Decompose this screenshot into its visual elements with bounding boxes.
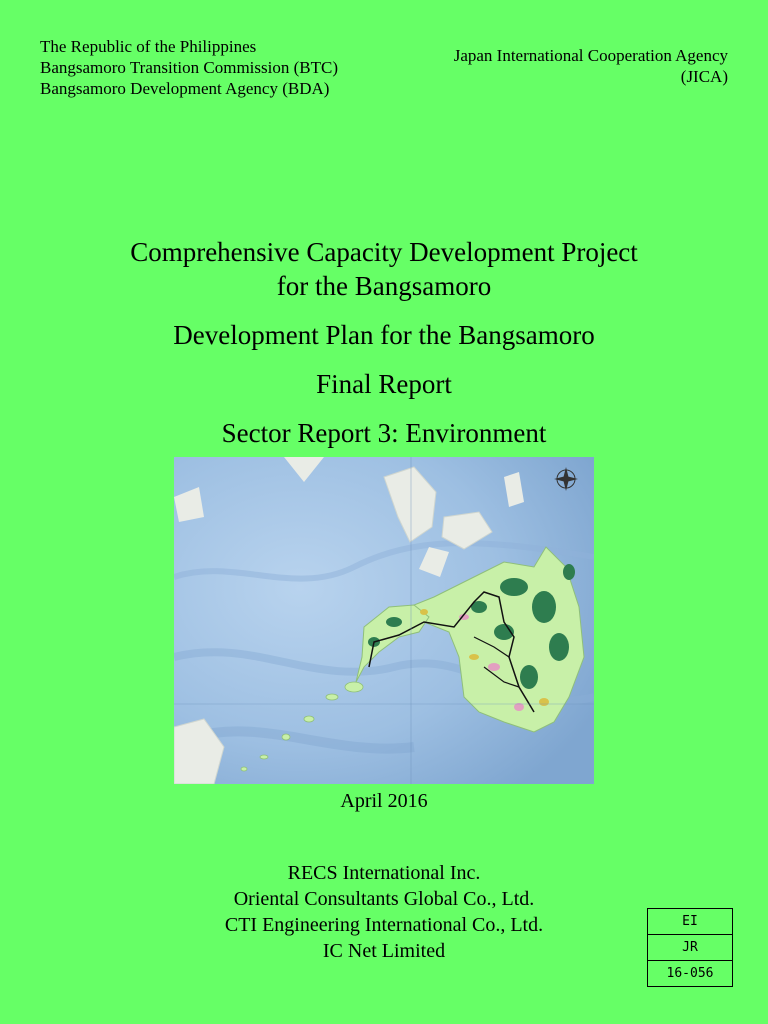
project-title-line-2: for the Bangsamoro xyxy=(276,271,492,301)
agency-abbr: (JICA) xyxy=(680,67,728,86)
mindanao-map xyxy=(174,457,594,784)
report-type: Final Report xyxy=(316,369,452,399)
code-row-ei: EI xyxy=(648,909,732,935)
code-row-jr: JR xyxy=(648,935,732,961)
agency-block xyxy=(454,45,728,87)
sector-report-title: Sector Report 3: Environment xyxy=(221,418,547,448)
consultant-oriental: Oriental Consultants Global Co., Ltd. xyxy=(233,888,535,910)
plan-title: Development Plan for the Bangsamoro xyxy=(173,320,595,350)
issuer-line-btc: Bangsamoro Transition Commission (BTC) xyxy=(40,58,338,77)
issuer-line-republic: The Republic of the Philippines xyxy=(40,37,257,56)
project-title-line-1: Comprehensive Capacity Development Project xyxy=(130,237,638,267)
issuer-line-bda: Bangsamoro Development Agency (BDA) xyxy=(40,79,330,98)
consultant-cti: CTI Engineering International Co., Ltd. xyxy=(224,914,544,936)
publication-date: April 2016 xyxy=(340,790,428,812)
consultant-icnet: IC Net Limited xyxy=(322,940,446,962)
issuer-block xyxy=(40,36,338,99)
consultant-recs: RECS International Inc. xyxy=(287,862,481,884)
agency-name: Japan International Cooperation Agency xyxy=(453,46,728,65)
code-row-number: 16-056 xyxy=(666,966,714,981)
document-code-box xyxy=(647,908,733,987)
cover-map-image xyxy=(174,457,594,784)
